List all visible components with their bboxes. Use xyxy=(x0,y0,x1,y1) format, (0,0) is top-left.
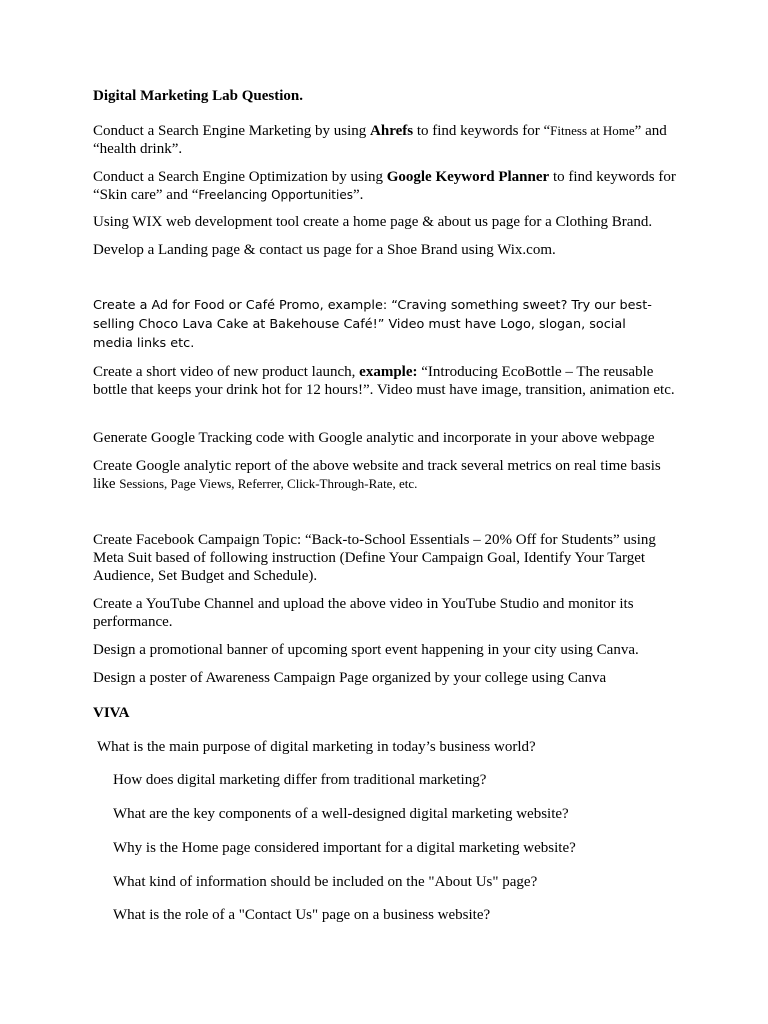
task-awareness-poster: Design a poster of Awareness Campaign Page organized by your college using Canva xyxy=(93,670,607,686)
task-keyword-planner-seo: Conduct a Search Engine Optimization by using Google Keyword Planner to find keywords for “Skin care” and “Freelancing Opportunities”. xyxy=(93,169,676,203)
viva-question: How does digital marketing differ from traditional marketing? xyxy=(113,772,487,788)
tool-name: Google Keyword Planner xyxy=(386,169,550,185)
viva-question: What kind of information should be included on the "About Us" page? xyxy=(113,874,538,890)
tool-name: Ahrefs xyxy=(370,123,414,139)
task-tracking-code: Generate Google Tracking code with Google analytic and incorporate in your above webpage xyxy=(93,430,655,446)
task-product-video: Create a short video of new product launch, example: “Introducing EcoBottle – The reusable bottle that keeps your drink hot for 12 hours!”. Video must have image, transition, animation etc. xyxy=(93,364,675,398)
viva-question: What are the key components of a well-designed digital marketing website? xyxy=(113,806,569,822)
viva-heading: VIVA xyxy=(93,705,130,721)
task-food-ad: Create a Ad for Food or Café Promo, example: “Craving something sweet? Try our best-selling Choco Lava Cake at Bakehouse Café!” Video must have Logo, slogan, social media links etc. xyxy=(93,298,652,351)
task-ahrefs-sem: Conduct a Search Engine Marketing by using Ahrefs to find keywords for “Fitness at Home” and “health drink”. xyxy=(93,123,667,157)
document-title: Digital Marketing Lab Question. xyxy=(93,88,304,104)
viva-question: What is the role of a "Contact Us" page on a business website? xyxy=(113,907,491,923)
task-wix-clothing: Using WIX web development tool create a home page & about us page for a Clothing Brand. xyxy=(93,214,653,230)
task-wix-shoe: Develop a Landing page & contact us page for a Shoe Brand using Wix.com. xyxy=(93,242,556,258)
task-analytics-report: Create Google analytic report of the above website and track several metrics on real time basis like Sessions, Page Views, Referrer, Click-Through-Rate, etc. xyxy=(93,458,661,492)
task-facebook-campaign: Create Facebook Campaign Topic: “Back-to-School Essentials – 20% Off for Students” using Meta Suit based of following instruction (Define Your Campaign Goal, Identify Your Target Audience, Set Budget and Schedule). xyxy=(93,532,656,584)
task-youtube-channel: Create a YouTube Channel and upload the above video in YouTube Studio and monitor its performance. xyxy=(93,596,634,630)
viva-question: Why is the Home page considered important for a digital marketing website? xyxy=(113,840,576,856)
viva-question: What is the main purpose of digital marketing in today’s business world? xyxy=(97,739,536,755)
task-sport-banner: Design a promotional banner of upcoming sport event happening in your city using Canva. xyxy=(93,642,639,658)
